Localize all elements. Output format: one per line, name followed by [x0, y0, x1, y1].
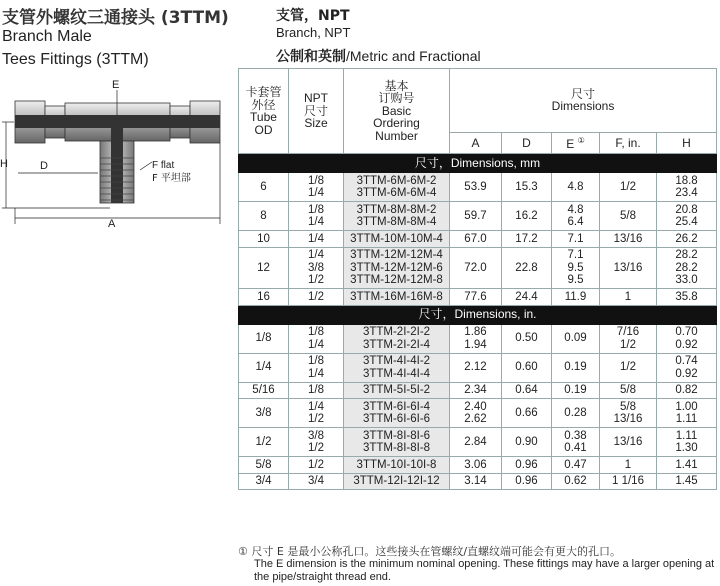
- col-tube-line: 外径: [251, 97, 276, 112]
- cell-line: 1/4: [308, 338, 324, 351]
- table-cell: [289, 353, 344, 382]
- table-cell: 13/16: [600, 231, 657, 248]
- inch-band: 尺寸，Dimensions, in.: [239, 305, 717, 324]
- table-cell: [657, 202, 717, 231]
- cell-line: 1/4: [308, 249, 324, 261]
- table-cell: [344, 289, 450, 306]
- table-cell: [657, 173, 717, 202]
- table-cell: [600, 382, 657, 399]
- table-cell: 16: [239, 289, 289, 306]
- cell-line: 33.0: [675, 274, 698, 286]
- table-cell: 1/2: [239, 428, 289, 457]
- cell-line: 0.47: [564, 458, 587, 471]
- units-caption-en: /Metric and Fractional: [346, 48, 481, 64]
- dim-label-e: E: [112, 79, 120, 91]
- table-cell: [344, 202, 450, 231]
- cell-line: 1: [624, 458, 632, 471]
- table-cell: [289, 428, 344, 457]
- table-cell: [657, 324, 717, 353]
- table-cell: [289, 324, 344, 353]
- cell-line: 3TTM-12M-12M-4: [350, 249, 443, 261]
- cell-line: 3TTM-8M-8M-2: [356, 203, 437, 216]
- cell-line: 13/16: [613, 413, 643, 425]
- product-title-en-line2: Tees Fittings (3TTM): [2, 51, 149, 68]
- table-cell: [600, 473, 657, 490]
- table-cell: [600, 457, 657, 474]
- cell-line: 1/2: [308, 274, 324, 286]
- table-cell: [344, 399, 450, 428]
- col-order-line: Number: [375, 128, 418, 143]
- table-cell: [657, 247, 717, 289]
- cell-line: 2.62: [464, 413, 487, 425]
- cell-line: 3TTM-6M-6M-2: [356, 174, 437, 187]
- cell-line: 3/8: [308, 429, 324, 442]
- table-cell: [450, 473, 502, 490]
- product-title-cn: 支管外螺纹三通接头 (3TTM): [2, 8, 229, 28]
- table-cell: [344, 382, 450, 399]
- cell-line: 3TTM-6M-6M-4: [356, 187, 437, 199]
- table-cell: [289, 202, 344, 231]
- table-cell: 6: [239, 173, 289, 202]
- cell-line: 23.4: [675, 187, 698, 199]
- col-d: D: [502, 132, 552, 153]
- footnote-mark: ①: [577, 136, 585, 146]
- cell-line: 3TTM-2I-2I-2: [362, 326, 431, 338]
- cell-line: 2.12: [464, 361, 487, 374]
- cell-line: 7/16: [616, 326, 640, 338]
- table-cell: 24.4: [502, 289, 552, 306]
- col-order-line: Basic: [381, 103, 412, 118]
- col-npt-line: Size: [304, 116, 328, 131]
- cell-line: 1.45: [675, 475, 698, 487]
- tee-fitting-drawing: [0, 78, 236, 228]
- table-cell: [552, 382, 600, 399]
- cell-line: 1/8: [308, 203, 324, 216]
- table-cell: [552, 202, 600, 231]
- footnote-cn: [238, 543, 621, 559]
- cell-line: 1/8: [308, 355, 324, 367]
- cell-line: 0.92: [675, 338, 698, 351]
- cell-line: 3.14: [464, 475, 487, 487]
- col-tube-line: Tube: [250, 110, 277, 124]
- table-cell: 0.50: [502, 324, 552, 353]
- cell-line: 3/4: [308, 475, 324, 487]
- dim-label-h: H: [0, 158, 8, 170]
- cell-line: 3TTM-2I-2I-4: [362, 338, 431, 351]
- cell-line: 0.62: [564, 475, 587, 487]
- cell-line: 0.82: [675, 384, 698, 396]
- cell-line: 3TTM-4I-4I-4: [362, 367, 431, 380]
- cell-line: 3TTM-6I-6I-4: [362, 400, 431, 413]
- cell-line: 1/4: [308, 216, 324, 228]
- branch-type-cn: 支管，NPT: [276, 8, 350, 24]
- cell-line: 5/8: [620, 400, 636, 413]
- cell-line: 1/2: [620, 338, 636, 351]
- table-cell: [657, 382, 717, 399]
- table-cell: 1/8: [239, 324, 289, 353]
- table-row: [239, 324, 717, 353]
- table-cell: [657, 399, 717, 428]
- table-cell: [289, 173, 344, 202]
- cell-line: 3TTM-4I-4I-2: [362, 355, 431, 367]
- table-row: [239, 247, 717, 289]
- footnote-cn-mark: ①: [238, 545, 248, 558]
- dimensions-table: [238, 68, 717, 490]
- product-title-en-line1: Branch Male: [2, 28, 92, 45]
- table-cell: [552, 353, 600, 382]
- cell-line: 0.09: [564, 332, 587, 345]
- table-cell: 0.60: [502, 353, 552, 382]
- table-cell: [657, 457, 717, 474]
- cell-line: 4.8: [567, 180, 584, 193]
- cell-line: 1/4: [308, 400, 324, 413]
- table-cell: [657, 473, 717, 490]
- table-cell: [552, 173, 600, 202]
- col-e-label: E: [566, 137, 575, 152]
- table-cell: [657, 353, 717, 382]
- table-cell: 16.2: [502, 202, 552, 231]
- table-cell: 5/8: [600, 202, 657, 231]
- cell-line: 3TTM-12M-12M-6: [350, 261, 443, 274]
- cell-line: 2.84: [464, 435, 487, 448]
- units-caption-cn: 公制和英制: [276, 48, 346, 64]
- cell-line: 3TTM-6I-6I-6: [362, 413, 431, 425]
- table-cell: [552, 399, 600, 428]
- flat-label-cn: F 平坦部: [152, 173, 191, 184]
- table-cell: [600, 324, 657, 353]
- table-cell: 0.90: [502, 428, 552, 457]
- cell-line: 3TTM-16M-16M-8: [350, 290, 443, 303]
- cell-line: 1/8: [308, 326, 324, 338]
- col-e: [552, 132, 600, 153]
- table-row: [239, 173, 717, 202]
- cell-line: 20.8: [675, 203, 698, 216]
- cell-line: 3TTM-8I-8I-8: [362, 442, 431, 454]
- table-cell: [289, 399, 344, 428]
- cell-line: 5/8: [620, 384, 636, 396]
- col-a: A: [450, 132, 502, 153]
- cell-line: 28.2: [675, 261, 698, 274]
- table-cell: 17.2: [502, 231, 552, 248]
- table-cell: [552, 289, 600, 306]
- units-caption: [276, 46, 481, 66]
- branch-type-en: Branch, NPT: [276, 25, 351, 40]
- table-row: [239, 473, 717, 490]
- table-cell: 22.8: [502, 247, 552, 289]
- cell-line: 0.41: [564, 442, 587, 454]
- dim-label-a: A: [108, 218, 116, 228]
- table-cell: 53.9: [450, 173, 502, 202]
- table-body: [239, 154, 717, 490]
- cell-line: 1.30: [675, 442, 698, 454]
- col-dimensions: [450, 69, 717, 133]
- table-row: [239, 382, 717, 399]
- cell-line: 2.40: [464, 400, 487, 413]
- table-cell: 5/8: [239, 457, 289, 474]
- cell-line: 0.38: [564, 429, 587, 442]
- cell-line: 1/4: [308, 232, 324, 245]
- table-cell: [600, 353, 657, 382]
- table-cell: [344, 173, 450, 202]
- table-row: [239, 353, 717, 382]
- cell-line: 1/2: [308, 413, 324, 425]
- cell-line: 1.11: [675, 429, 698, 442]
- cell-line: 13/16: [613, 435, 643, 448]
- cell-line: 1/2: [308, 458, 324, 471]
- table-cell: 12: [239, 247, 289, 289]
- table-cell: [289, 457, 344, 474]
- table-cell: 8: [239, 202, 289, 231]
- cell-line: 1.94: [464, 338, 487, 351]
- cell-line: 0.19: [564, 384, 587, 396]
- table-cell: 0.66: [502, 399, 552, 428]
- cell-line: 1 1/16: [612, 475, 644, 487]
- col-order-line: 基本: [384, 78, 409, 93]
- table-cell: [552, 428, 600, 457]
- cell-line: 1.86: [464, 326, 487, 338]
- table-row: [239, 428, 717, 457]
- table-row: [239, 457, 717, 474]
- cell-line: 0.92: [675, 367, 698, 380]
- cell-line: 3/8: [308, 261, 324, 274]
- metric-band: 尺寸，Dimensions, mm: [239, 154, 717, 173]
- table-cell: [344, 324, 450, 353]
- table-cell: [344, 231, 450, 248]
- cell-line: 1.41: [675, 458, 698, 471]
- cell-line: 35.8: [675, 290, 698, 303]
- cell-line: 1/8: [308, 174, 324, 187]
- cell-line: 3.06: [464, 458, 487, 471]
- cell-line: 0.19: [564, 361, 587, 374]
- table-cell: 1: [600, 289, 657, 306]
- cell-line: 3TTM-8I-8I-6: [362, 429, 431, 442]
- table-cell: 59.7: [450, 202, 502, 231]
- table-cell: [344, 353, 450, 382]
- table-cell: [600, 428, 657, 457]
- col-order-line: Ordering: [373, 116, 420, 131]
- table-cell: 5/16: [239, 382, 289, 399]
- table-cell: [344, 457, 450, 474]
- col-tube-od: [239, 69, 289, 154]
- footnote-cn-text: 尺寸 E 是最小公称孔口。这些接头在管螺纹/直螺纹端可能会有更大的孔口。: [251, 545, 622, 558]
- table-cell: [552, 247, 600, 289]
- cell-line: 11.9: [564, 290, 587, 303]
- table-cell: [450, 324, 502, 353]
- cell-line: 1.00: [675, 400, 698, 413]
- col-tube-line: OD: [254, 122, 273, 137]
- cell-line: 6.4: [567, 216, 584, 228]
- cell-line: 1/8: [308, 384, 324, 396]
- table-cell: 67.0: [450, 231, 502, 248]
- table-row: [239, 231, 717, 248]
- col-dims-line: Dimensions: [551, 99, 615, 114]
- table-cell: [289, 247, 344, 289]
- cell-line: 9.5: [567, 261, 584, 274]
- footnote-en: The E dimension is the minimum nominal opening. These fittings may have a larger opening at the pipe/straight thread end.: [254, 558, 715, 583]
- col-dims-line: 尺寸: [571, 86, 596, 101]
- cell-line: 0.74: [675, 355, 698, 367]
- table-cell: 1/2: [600, 173, 657, 202]
- table-cell: 10: [239, 231, 289, 248]
- cell-line: 1/2: [308, 290, 324, 303]
- cell-line: 25.4: [675, 216, 698, 228]
- table-cell: [344, 473, 450, 490]
- col-f: F, in.: [600, 132, 657, 153]
- col-h: H: [657, 132, 717, 153]
- cell-line: 3TTM-5I-5I-2: [362, 384, 431, 396]
- table-cell: 3/8: [239, 399, 289, 428]
- cell-line: 1.11: [675, 413, 698, 425]
- table-cell: [450, 457, 502, 474]
- table-row: [239, 289, 717, 306]
- table-cell: 77.6: [450, 289, 502, 306]
- cell-line: 1/4: [308, 187, 324, 199]
- col-order-line: 订购号: [378, 91, 415, 106]
- cell-line: 1/2: [308, 442, 324, 454]
- table-cell: [289, 382, 344, 399]
- table-cell: [344, 247, 450, 289]
- table-cell: [552, 473, 600, 490]
- col-ordering-number: [344, 69, 450, 154]
- table-cell: 0.64: [502, 382, 552, 399]
- col-npt-size: [289, 69, 344, 154]
- table-cell: [600, 399, 657, 428]
- table-cell: [657, 428, 717, 457]
- cell-line: 18.8: [675, 174, 698, 187]
- cell-line: 0.70: [675, 326, 698, 338]
- flat-label-en: F flat: [152, 160, 175, 171]
- table-cell: 72.0: [450, 247, 502, 289]
- cell-line: 3TTM-12I-12I-12: [353, 475, 440, 487]
- table-cell: [657, 231, 717, 248]
- table-cell: [289, 289, 344, 306]
- table-cell: [552, 457, 600, 474]
- cell-line: 7.1: [567, 249, 584, 261]
- table-cell: [450, 382, 502, 399]
- cell-line: 28.2: [675, 249, 698, 261]
- cell-line: 7.1: [567, 232, 584, 245]
- table-cell: 13/16: [600, 247, 657, 289]
- table-cell: 0.96: [502, 473, 552, 490]
- table-cell: [552, 324, 600, 353]
- cell-line: 2.34: [464, 384, 487, 396]
- table-row: [239, 399, 717, 428]
- cell-line: 26.2: [675, 232, 698, 245]
- col-npt-line: 尺寸: [303, 103, 328, 118]
- table-cell: 1/4: [239, 353, 289, 382]
- cell-line: 3TTM-8M-8M-4: [356, 216, 437, 228]
- table-cell: [450, 399, 502, 428]
- table-cell: 15.3: [502, 173, 552, 202]
- col-npt-line: NPT: [304, 91, 328, 106]
- table-cell: [450, 428, 502, 457]
- table-cell: 0.96: [502, 457, 552, 474]
- table-cell: [289, 231, 344, 248]
- cell-line: 9.5: [567, 274, 584, 286]
- table-cell: [450, 353, 502, 382]
- table-cell: [657, 289, 717, 306]
- table-row: [239, 202, 717, 231]
- cell-line: 3TTM-10I-10I-8: [356, 458, 437, 471]
- cell-line: 0.28: [564, 406, 587, 419]
- table-cell: [552, 231, 600, 248]
- cell-line: 3TTM-12M-12M-8: [350, 274, 443, 286]
- col-tube-line: 卡套管: [245, 85, 282, 99]
- table-cell: [289, 473, 344, 490]
- table-cell: [344, 428, 450, 457]
- dim-label-d: D: [40, 160, 48, 172]
- cell-line: 1/2: [620, 361, 636, 374]
- cell-line: 3TTM-10M-10M-4: [350, 232, 443, 245]
- cell-line: 1/4: [308, 367, 324, 380]
- cell-line: 4.8: [567, 203, 584, 216]
- table-cell: 3/4: [239, 473, 289, 490]
